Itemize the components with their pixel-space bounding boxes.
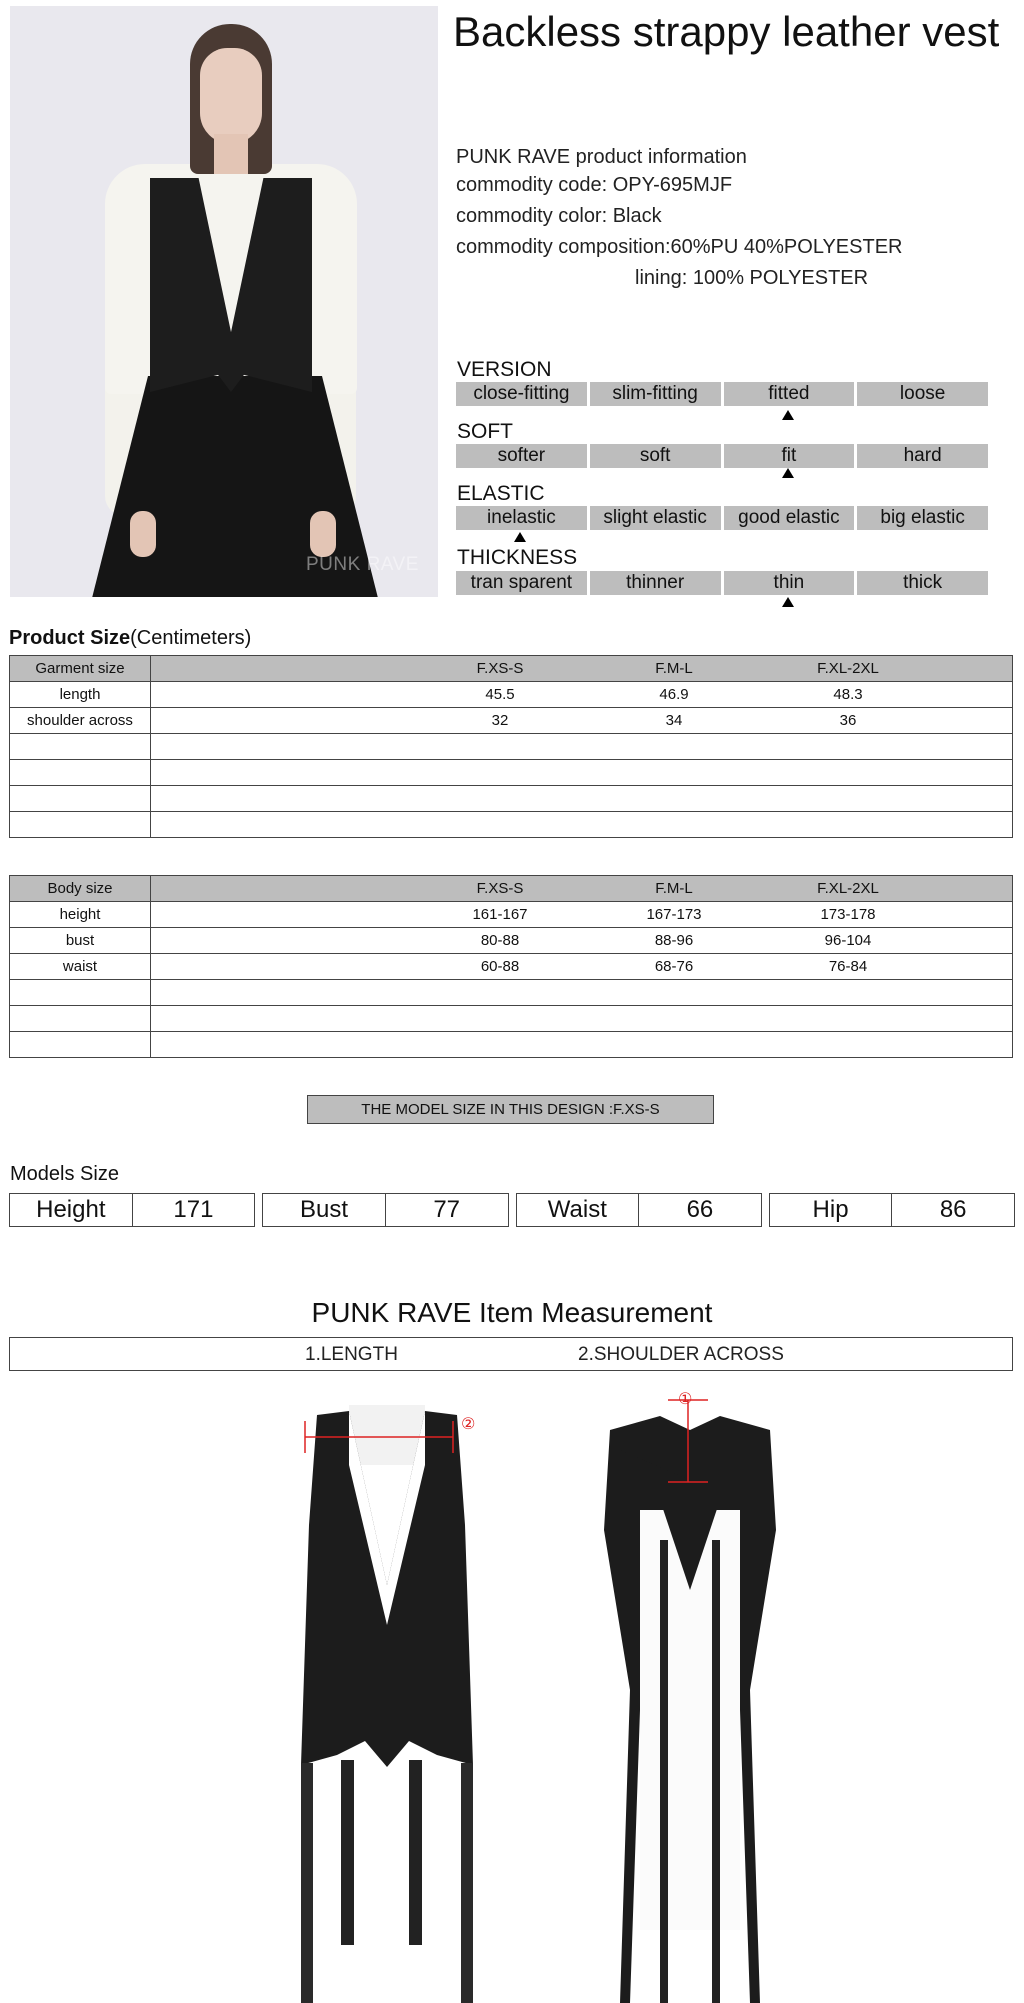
photo-watermark: PUNK RAVE xyxy=(306,554,419,575)
model-bust: Bust 77 xyxy=(262,1193,508,1227)
lining-label: lining: xyxy=(635,267,688,289)
table-row xyxy=(10,786,1013,812)
version-option: loose xyxy=(857,382,988,406)
version-option-selected: fitted xyxy=(724,382,855,406)
soft-option: soft xyxy=(590,444,721,468)
thickness-selected-marker-icon xyxy=(782,597,794,607)
lining-row xyxy=(635,267,868,290)
elastic-option: big elastic xyxy=(857,506,988,530)
measurement-title: PUNK RAVE Item Measurement xyxy=(311,1297,713,1328)
commodity-code: OPY-695MJF xyxy=(612,174,733,196)
model-photo xyxy=(10,6,438,597)
thickness-option-selected: thin xyxy=(724,571,855,595)
commodity-code-label: commodity code: xyxy=(456,174,608,196)
version-scale xyxy=(456,382,988,406)
version-label: VERSION xyxy=(457,358,552,381)
thickness-option: thinner xyxy=(590,571,721,595)
thickness-option: tran sparent xyxy=(456,571,587,595)
soft-option: softer xyxy=(456,444,587,468)
product-title: Backless strappy leather vest xyxy=(453,8,1000,55)
soft-scale xyxy=(456,444,988,468)
table-row xyxy=(10,1032,1013,1058)
commodity-color-row xyxy=(456,205,662,228)
thickness-scale xyxy=(456,571,988,595)
garment-size-header: Garment size xyxy=(10,656,151,682)
commodity-composition-row xyxy=(456,236,902,259)
measurement-item-shoulder: 2.SHOULDER ACROSS xyxy=(578,1344,784,1365)
measurement-item-length: 1.LENGTH xyxy=(305,1344,398,1365)
model-hip: Hip 86 xyxy=(769,1193,1015,1227)
measurement-legend xyxy=(9,1337,1013,1371)
table-row xyxy=(10,980,1013,1006)
commodity-color-label: commodity color: xyxy=(456,205,608,227)
table-row: shoulder across 32 34 36 xyxy=(10,708,1013,734)
table-row: Garment size F.XS-S F.M-L F.XL-2XL xyxy=(10,656,1013,682)
body-size-table xyxy=(9,875,1013,1058)
table-row: Body size F.XS-S F.M-L F.XL-2XL xyxy=(10,876,1013,902)
garment-size-table xyxy=(9,655,1013,838)
table-row xyxy=(10,812,1013,838)
vest-back-image xyxy=(600,1390,780,2003)
lining-value: 100% POLYESTER xyxy=(692,267,869,289)
elastic-scale xyxy=(456,506,988,530)
vest-front-image xyxy=(297,1405,477,2003)
model-size-note: THE MODEL SIZE IN THIS DESIGN :F.XS-S xyxy=(307,1095,714,1124)
model-height: Height 171 xyxy=(9,1193,255,1227)
elastic-selected-marker-icon xyxy=(514,532,526,542)
version-selected-marker-icon xyxy=(782,410,794,420)
table-row xyxy=(10,734,1013,760)
version-option: close-fitting xyxy=(456,382,587,406)
table-row xyxy=(10,1006,1013,1032)
body-size-header: Body size xyxy=(10,876,151,902)
model-waist: Waist 66 xyxy=(516,1193,762,1227)
soft-selected-marker-icon xyxy=(782,468,794,478)
brand-line: PUNK RAVE product information xyxy=(456,146,747,168)
shoulder-marker-icon: ② xyxy=(461,1416,476,1433)
elastic-label: ELASTIC xyxy=(457,482,545,505)
table-row: waist 60-88 68-76 76-84 xyxy=(10,954,1013,980)
soft-option: hard xyxy=(857,444,988,468)
length-marker-icon: ① xyxy=(678,1391,693,1408)
elastic-option: good elastic xyxy=(724,506,855,530)
thickness-label: THICKNESS xyxy=(457,546,578,569)
table-row: height 161-167 167-173 173-178 xyxy=(10,902,1013,928)
models-size-row xyxy=(9,1193,1015,1227)
commodity-composition-label: commodity composition: xyxy=(456,236,671,258)
models-size-label: Models Size xyxy=(10,1163,119,1185)
commodity-color: Black xyxy=(612,205,662,227)
commodity-code-row xyxy=(456,174,732,197)
thickness-option: thick xyxy=(857,571,988,595)
table-row: length 45.5 46.9 48.3 xyxy=(10,682,1013,708)
elastic-option: slight elastic xyxy=(590,506,721,530)
table-row: bust 80-88 88-96 96-104 xyxy=(10,928,1013,954)
elastic-option-selected: inelastic xyxy=(456,506,587,530)
soft-label: SOFT xyxy=(457,420,513,443)
version-option: slim-fitting xyxy=(590,382,721,406)
table-row xyxy=(10,760,1013,786)
soft-option-selected: fit xyxy=(724,444,855,468)
commodity-composition: 60%PU 40%POLYESTER xyxy=(670,236,903,258)
product-size-title: Product Size(Centimeters) xyxy=(9,627,252,649)
